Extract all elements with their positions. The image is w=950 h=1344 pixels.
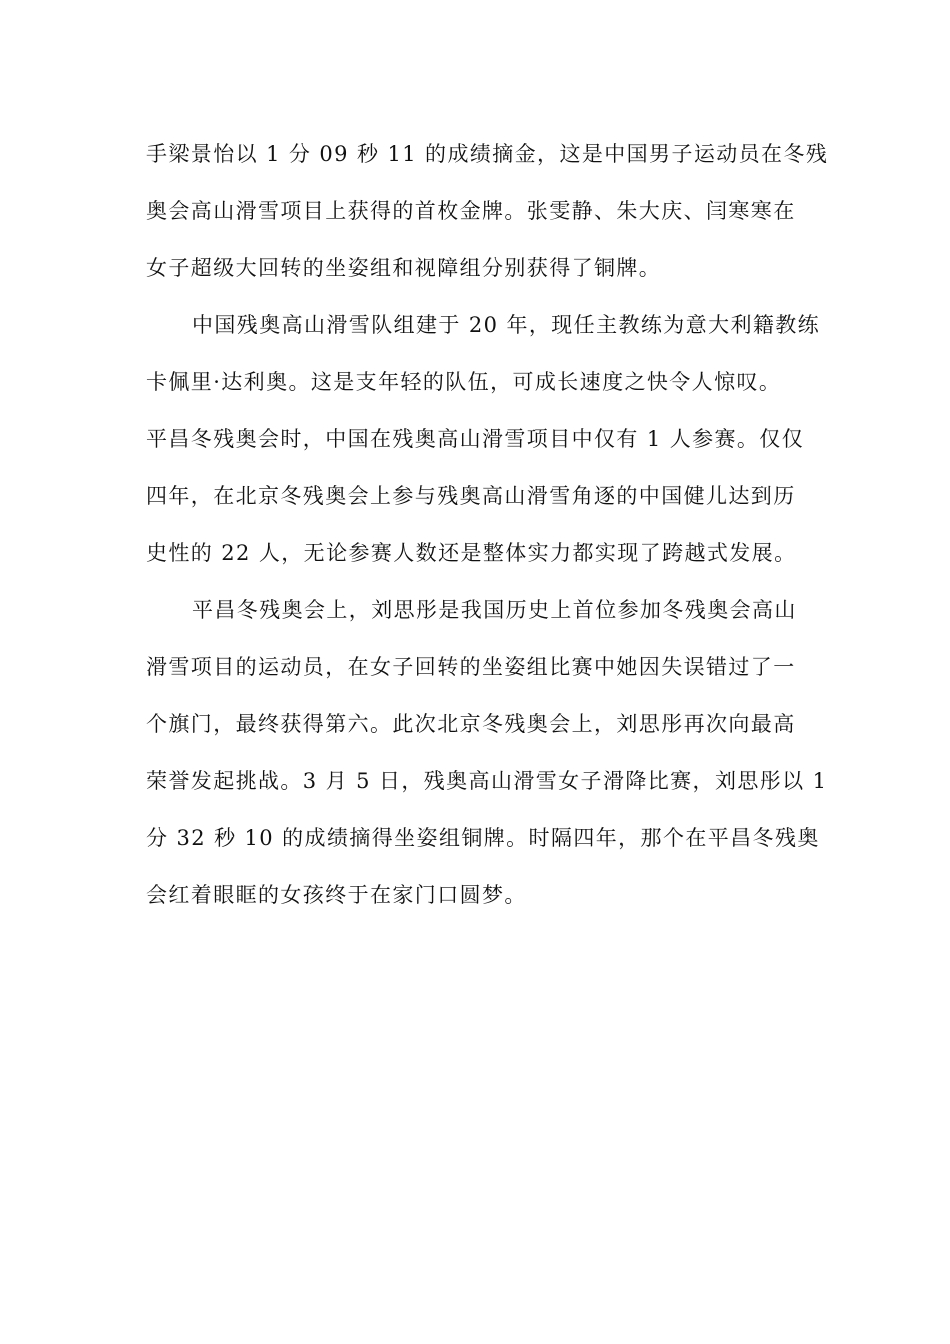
text-line: 分 32 秒 10 的成绩摘得坐姿组铜牌。时隔四年，那个在平昌冬残奥 (146, 826, 820, 850)
text-line: 卡佩里·达利奥。这是支年轻的队伍，可成长速度之快令人惊叹。 (146, 370, 782, 394)
text-line: 平昌冬残奥会上，刘思彤是我国历史上首位参加冬残奥会高山 (192, 598, 797, 622)
text-line: 奥会高山滑雪项目上获得的首枚金牌。张雯静、朱大庆、闫寒寒在 (146, 199, 796, 223)
text-line: 史性的 22 人，无论参赛人数还是整体实力都实现了跨越式发展。 (146, 541, 797, 565)
paragraph-1 (146, 126, 829, 297)
text-line: 四年，在北京冬残奥会上参与残奥高山滑雪角逐的中国健儿达到历 (146, 484, 796, 508)
text-line: 个旗门，最终获得第六。此次北京冬残奥会上，刘思彤再次向最高 (146, 712, 796, 736)
paragraph-3 (146, 582, 828, 924)
text-line: 荣誉发起挑战。3 月 5 日，残奥高山滑雪女子滑降比赛，刘思彤以 1 (146, 769, 828, 793)
document-body (146, 126, 829, 924)
text-line: 滑雪项目的运动员，在女子回转的坐姿组比赛中她因失误错过了一 (146, 655, 796, 679)
text-line: 手梁景怡以 1 分 09 秒 11 的成绩摘金，这是中国男子运动员在冬残 (146, 142, 829, 166)
paragraph-2 (146, 297, 821, 582)
text-line: 中国残奥高山滑雪队组建于 20 年，现任主教练为意大利籍教练 (192, 313, 821, 337)
text-line: 女子超级大回转的坐姿组和视障组分别获得了铜牌。 (146, 256, 662, 280)
text-line: 平昌冬残奥会时，中国在残奥高山滑雪项目中仅有 1 人参赛。仅仅 (146, 427, 805, 451)
text-line: 会红着眼眶的女孩终于在家门口圆梦。 (146, 883, 527, 907)
